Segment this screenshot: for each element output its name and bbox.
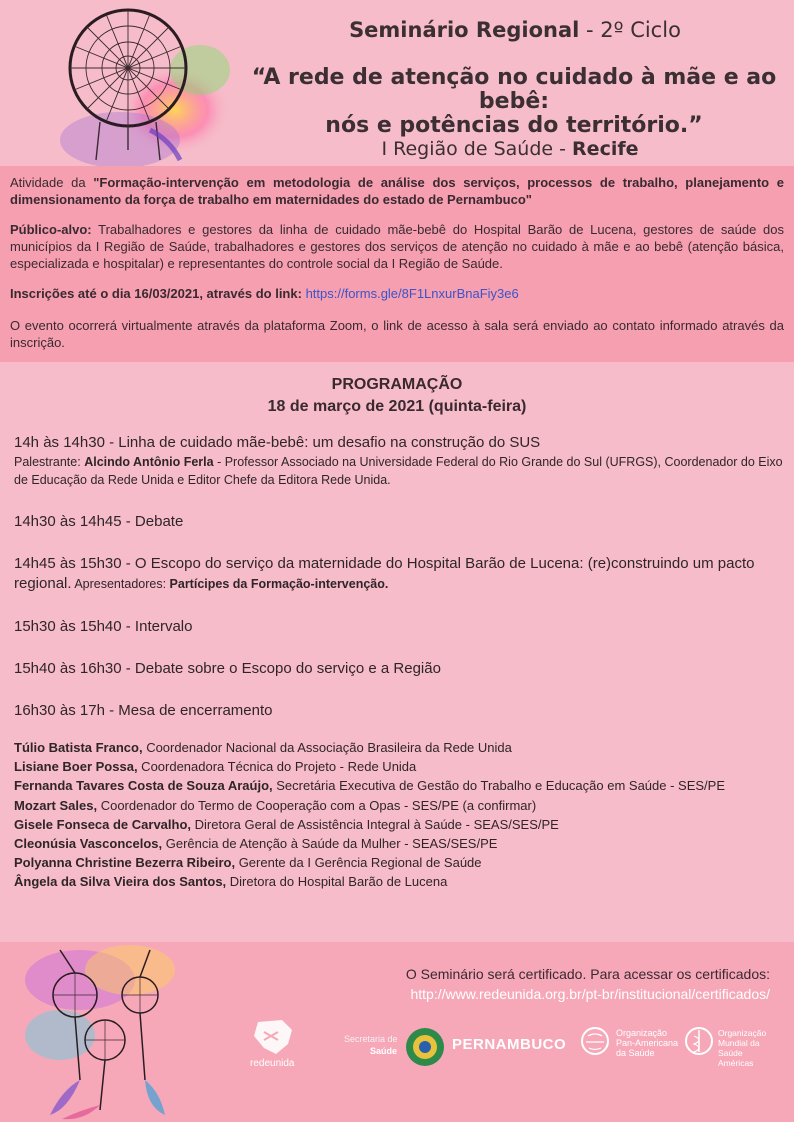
speaker-line: Palestrante: Alcindo Antônio Ferla - Professor Associado na Universidade Federal do Rio Grande do Sul (UFRGS), Coordenador do Eixo de Educação da Rede Unida e Editor Chefe da Editora Rede Unida. xyxy=(14,455,783,487)
redeunida-logo xyxy=(248,1018,298,1070)
program-item: 16h30 às 17h - Mesa de encerramento xyxy=(14,702,273,719)
panel-member: Gisele Fonseca de Carvalho, Diretora Geral de Assistência Integral à Saúde - SEAS/SES/PE xyxy=(14,816,559,832)
program-item: 15h30 às 15h40 - Intervalo xyxy=(14,618,193,635)
seminar-title: Seminário Regional - 2º Ciclo xyxy=(349,18,681,42)
program-date: 18 de março de 2021 (quinta-feira) xyxy=(267,398,527,415)
pernambuco-logo: Secretaria de Saúde PERNAMBUCO xyxy=(340,1026,540,1072)
panel-member: Ângela da Silva Vieira dos Santos, Diretora do Hospital Barão de Lucena xyxy=(14,874,448,890)
opas-globe-icon xyxy=(580,1026,610,1056)
pernambuco-coat-of-arms-icon xyxy=(404,1026,446,1068)
panel-member: Cleonúsia Vasconcelos, Gerência de Atenção à Saúde da Mulher - SEAS/SES/PE xyxy=(14,836,498,852)
seminar-region: I Região de Saúde - Recife xyxy=(381,138,639,160)
panel-member: Mozart Sales, Coordenador do Termo de Cooperação com a Opas - SES/PE (a confirmar) xyxy=(14,797,537,813)
panel-member: Polyanna Christine Bezerra Ribeiro, Gerente da I Gerência Regional de Saúde xyxy=(14,855,482,871)
certificate-url[interactable]: http://www.redeunida.org.br/pt-br/institucional/certificados/ xyxy=(410,986,770,1002)
audience-paragraph: Público-alvo: Trabalhadores e gestores da linha de cuidado mãe-bebê do Hospital Barão de Lucena, gestores de saúde dos municípios da I Região de Saúde, trabalhadores e gestores dos serviços de atenção no cuidado à mãe e ao bebê (atenção básica, especializada e hospitalar) e representantes do controle social da I Região de Saúde. xyxy=(10,222,784,271)
dreamcatcher-illustration-bottom xyxy=(20,940,190,1122)
oms-emblem-icon xyxy=(684,1026,714,1056)
program-item: 14h às 14h30 - Linha de cuidado mãe-bebê: um desafio na construção do SUS Palestrante: Alcindo Antônio Ferla - Professor Associado na Universidade Federal do Rio Grande do Sul (UFRGS), Coordenador do Eixo de Educação da Rede Unida e Editor Chefe da Editora Rede Unida. xyxy=(14,434,783,487)
program-item: 14h30 às 14h45 - Debate xyxy=(14,513,184,530)
opas-logo: Organização Pan-Americana da Saúde xyxy=(580,1026,680,1066)
dreamcatcher-illustration-top xyxy=(0,0,240,166)
panel-member: Lisiane Boer Possa, Coordenadora Técnica do Projeto - Rede Unida xyxy=(14,759,417,775)
program-item: 15h40 às 16h30 - Debate sobre o Escopo do serviço e a Região xyxy=(14,660,441,677)
redeunida-map-icon xyxy=(248,1018,298,1056)
program-item: 14h45 às 15h30 - O Escopo do serviço da maternidade do Hospital Barão de Lucena: (re)construindo um pacto regional. Apresentadores: Partícipes da Formação-intervenção. xyxy=(14,555,755,592)
closing-panel-list xyxy=(14,738,784,892)
panel-member: Túlio Batista Franco, Coordenador Nacional da Associação Brasileira da Rede Unida xyxy=(14,740,512,755)
event-note: O evento ocorrerá virtualmente através da plataforma Zoom, o link de acesso à sala será enviado ao contato informado através da inscrição. xyxy=(10,318,784,350)
redeunida-logo-text: redeunida xyxy=(250,1058,295,1069)
panel-member: Fernanda Tavares Costa de Souza Araújo, Secretária Executiva de Gestão do Trabalho e Educação em Saúde - SES/PE xyxy=(14,778,726,794)
registration-link[interactable]: https://forms.gle/8F1LnxurBnaFiy3e6 xyxy=(305,286,519,301)
certificate-note: O Seminário será certificado. Para acessar os certificados: http://www.redeunida.org.br/pt-br/institucional/certificados/ xyxy=(300,964,770,1004)
activity-paragraph: Atividade da "Formação-intervenção em metodologia de análise dos serviços, processos de trabalho, planejamento e dimensionamento da força de trabalho em maternidades do estado de Pernambuco" xyxy=(10,175,784,207)
registration-paragraph: Inscrições até o dia 16/03/2021, através do link: https://forms.gle/8F1LnxurBnaFiy3e6 xyxy=(10,286,519,301)
program-heading: PROGRAMAÇÃO 18 de março de 2021 (quinta-feira) xyxy=(0,374,794,418)
oms-logo: Organização Mundial da Saúde Américas xyxy=(684,1026,784,1066)
seminar-theme: “A rede de atenção no cuidado à mãe e ao bebê: nós e potências do território.” xyxy=(251,65,777,138)
info-section xyxy=(0,166,794,362)
